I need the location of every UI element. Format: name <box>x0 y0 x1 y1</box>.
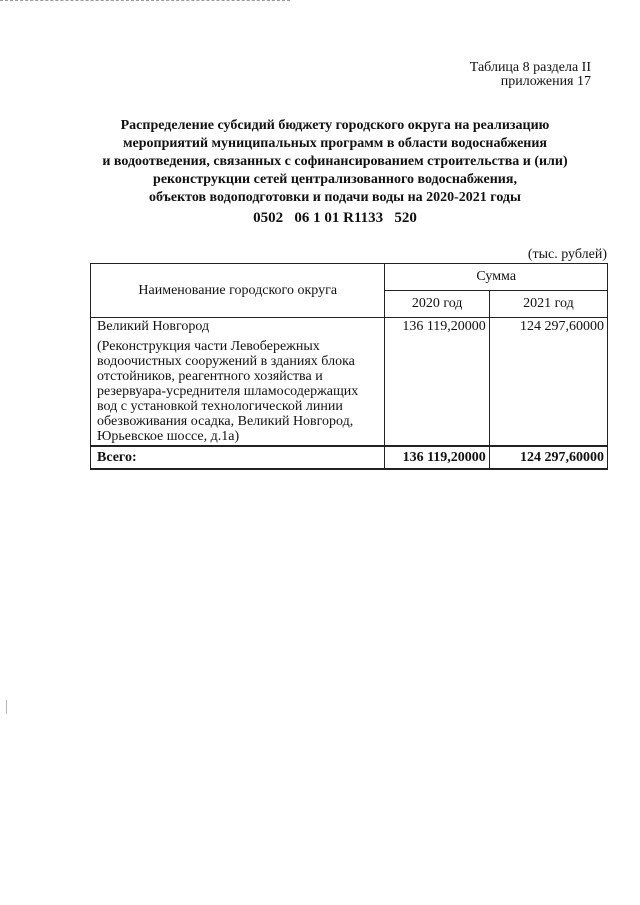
header-year-2020: 2020 год <box>385 291 489 318</box>
header-sum: Сумма <box>385 264 608 291</box>
district-name: Великий Новгород <box>97 319 210 334</box>
header-row-1 <box>91 264 608 291</box>
title-line-2: мероприятий муниципальных программ в области водоснабжения <box>122 136 548 151</box>
district-cell <box>91 318 385 447</box>
header-year-2021: 2021 год <box>489 291 607 318</box>
total-2020: 136 119,20000 <box>385 446 489 469</box>
scan-edge-mark <box>0 0 290 1</box>
caption-table-ref: Таблица 8 раздела II <box>469 60 591 75</box>
header-district-name: Наименование городского округа <box>91 264 385 318</box>
total-row <box>91 446 608 469</box>
total-2021: 124 297,60000 <box>489 446 607 469</box>
value-2021: 124 297,60000 <box>489 318 607 447</box>
project-description: (Реконструкция части Левобережных водоочистных сооружений в зданиях блока отстойников, реагентного хозяйства и резервуара-усреднителя шламосодержащих вод с установкой технологической линии обезвоживания осадка, Великий Новгород, Юрьевское шоссе, д.1а) <box>97 339 359 444</box>
subsidy-table <box>90 263 608 470</box>
title-line-3: и водоотведения, связанных с софинансированием строительства и (или) <box>102 154 568 169</box>
title-line-4: реконструкции сетей централизованного водоснабжения, <box>153 172 517 187</box>
document-title <box>90 117 580 207</box>
value-2020: 136 119,20000 <box>385 318 489 447</box>
total-label: Всего: <box>91 446 385 469</box>
title-line-1: Распределение субсидий бюджету городского округа на реализацию <box>120 118 550 133</box>
units-label: (тыс. рублей) <box>527 247 607 262</box>
table-caption <box>470 61 591 89</box>
caption-appendix-ref: приложения 17 <box>500 74 591 89</box>
table-row <box>91 318 608 447</box>
scan-margin-mark <box>6 700 7 714</box>
title-line-5: объектов водоподготовки и подачи воды на 2020-2021 годы <box>149 190 521 205</box>
budget-code: 0502 06 1 01 R1133 520 <box>253 210 417 226</box>
